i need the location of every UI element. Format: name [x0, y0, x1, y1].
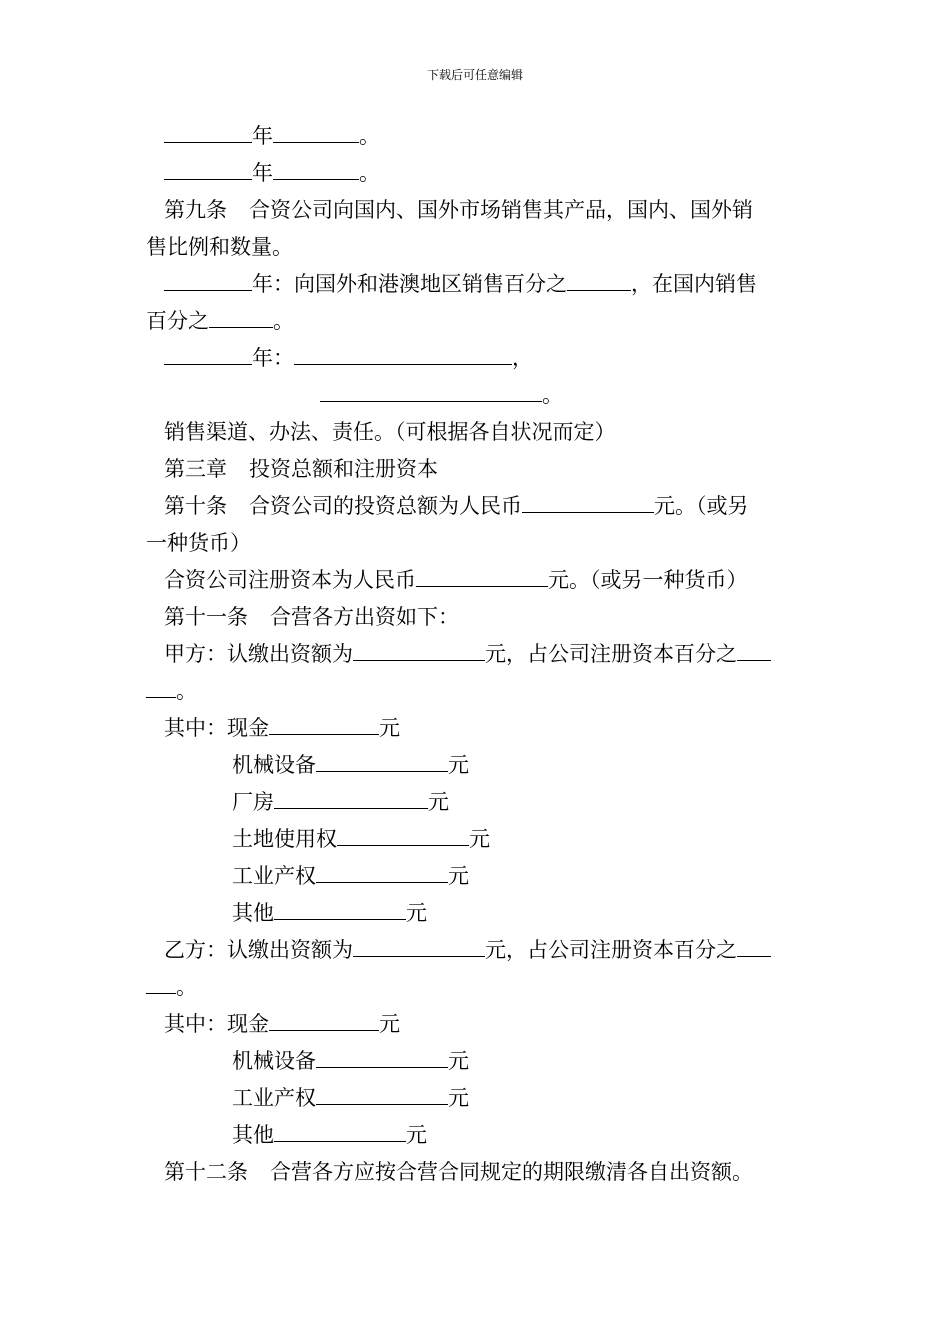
fill-blank[interactable] — [353, 932, 485, 957]
fill-blank[interactable] — [737, 636, 771, 661]
party-b-contribution-cont: 。 — [146, 969, 810, 1006]
sales-channels: 销售渠道、办法、责任。（可根据各自状况而定） — [164, 420, 616, 444]
sales-ratio-line-1-cont: 百分之 。 — [146, 303, 810, 340]
sales-ratio-line-1: 年：向国外和港澳地区销售百分之 ，在国内销售 — [146, 266, 810, 303]
fill-blank[interactable] — [316, 858, 448, 883]
fill-blank[interactable] — [164, 340, 252, 365]
fill-blank[interactable] — [164, 155, 252, 180]
sales-ratio-line-3: 。 — [146, 377, 810, 414]
page-header-note: 下载后可任意编辑 — [426, 68, 523, 82]
registered-capital: 合资公司注册资本为人民币 元。（或另一种货币） — [146, 562, 810, 599]
chapter-3-title: 第三章 投资总额和注册资本 — [164, 457, 438, 481]
party-a-other: 其他 元 — [146, 895, 810, 932]
fill-blank[interactable] — [209, 303, 273, 328]
fill-blank[interactable] — [416, 562, 548, 587]
article-title: 第十一条 — [164, 605, 248, 629]
party-b-contribution: 乙方：认缴出资额为 元，占公司注册资本百分之 — [146, 932, 810, 969]
fill-blank[interactable] — [316, 1080, 448, 1105]
article-title: 第九条 — [164, 198, 227, 222]
fill-blank[interactable] — [316, 1043, 448, 1068]
fill-blank[interactable] — [269, 1006, 379, 1031]
party-b-other: 其他 元 — [146, 1117, 810, 1154]
party-b-ip: 工业产权 元 — [146, 1080, 810, 1117]
party-a-contribution: 甲方：认缴出资额为 元，占公司注册资本百分之 — [146, 636, 810, 673]
article-10: 第十条 合资公司的投资总额为人民币 元。（或另 — [146, 488, 810, 525]
year-line-2: 年 。 — [146, 155, 810, 192]
fill-blank[interactable] — [269, 710, 379, 735]
fill-blank[interactable] — [320, 377, 542, 402]
article-9-cont: 售比例和数量。 — [146, 235, 293, 259]
article-10-cont: 一种货币） — [146, 531, 251, 555]
article-9: 第九条 合资公司向国内、国外市场销售其产品，国内、国外销 — [164, 198, 753, 222]
article-title: 第十条 — [164, 494, 227, 518]
fill-blank[interactable] — [146, 969, 176, 994]
fill-blank[interactable] — [273, 155, 359, 180]
party-a-land: 土地使用权 元 — [146, 821, 810, 858]
document-body — [146, 118, 810, 1191]
fill-blank[interactable] — [567, 266, 631, 291]
fill-blank[interactable] — [146, 673, 176, 698]
fill-blank[interactable] — [337, 821, 469, 846]
fill-blank[interactable] — [164, 266, 252, 291]
fill-blank[interactable] — [164, 118, 252, 143]
fill-blank[interactable] — [273, 118, 359, 143]
year-line-1: 年 。 — [146, 118, 810, 155]
fill-blank[interactable] — [274, 895, 406, 920]
fill-blank[interactable] — [274, 784, 428, 809]
party-b-cash: 其中：现金 元 — [146, 1006, 810, 1043]
fill-blank[interactable] — [522, 488, 654, 513]
article-12: 第十二条 合营各方应按合营合同规定的期限缴清各自出资额。 — [164, 1160, 753, 1184]
fill-blank[interactable] — [737, 932, 771, 957]
party-a-cash: 其中：现金 元 — [146, 710, 810, 747]
fill-blank[interactable] — [294, 340, 512, 365]
fill-blank[interactable] — [316, 747, 448, 772]
party-a-ip: 工业产权 元 — [146, 858, 810, 895]
article-title: 第十二条 — [164, 1160, 248, 1184]
fill-blank[interactable] — [353, 636, 485, 661]
party-a-factory: 厂房 元 — [146, 784, 810, 821]
party-a-machinery: 机械设备 元 — [146, 747, 810, 784]
party-a-contribution-cont: 。 — [146, 673, 810, 710]
fill-blank[interactable] — [274, 1117, 406, 1142]
party-b-machinery: 机械设备 元 — [146, 1043, 810, 1080]
article-11: 第十一条 合营各方出资如下： — [164, 605, 459, 629]
sales-ratio-line-2: 年： ， — [146, 340, 810, 377]
